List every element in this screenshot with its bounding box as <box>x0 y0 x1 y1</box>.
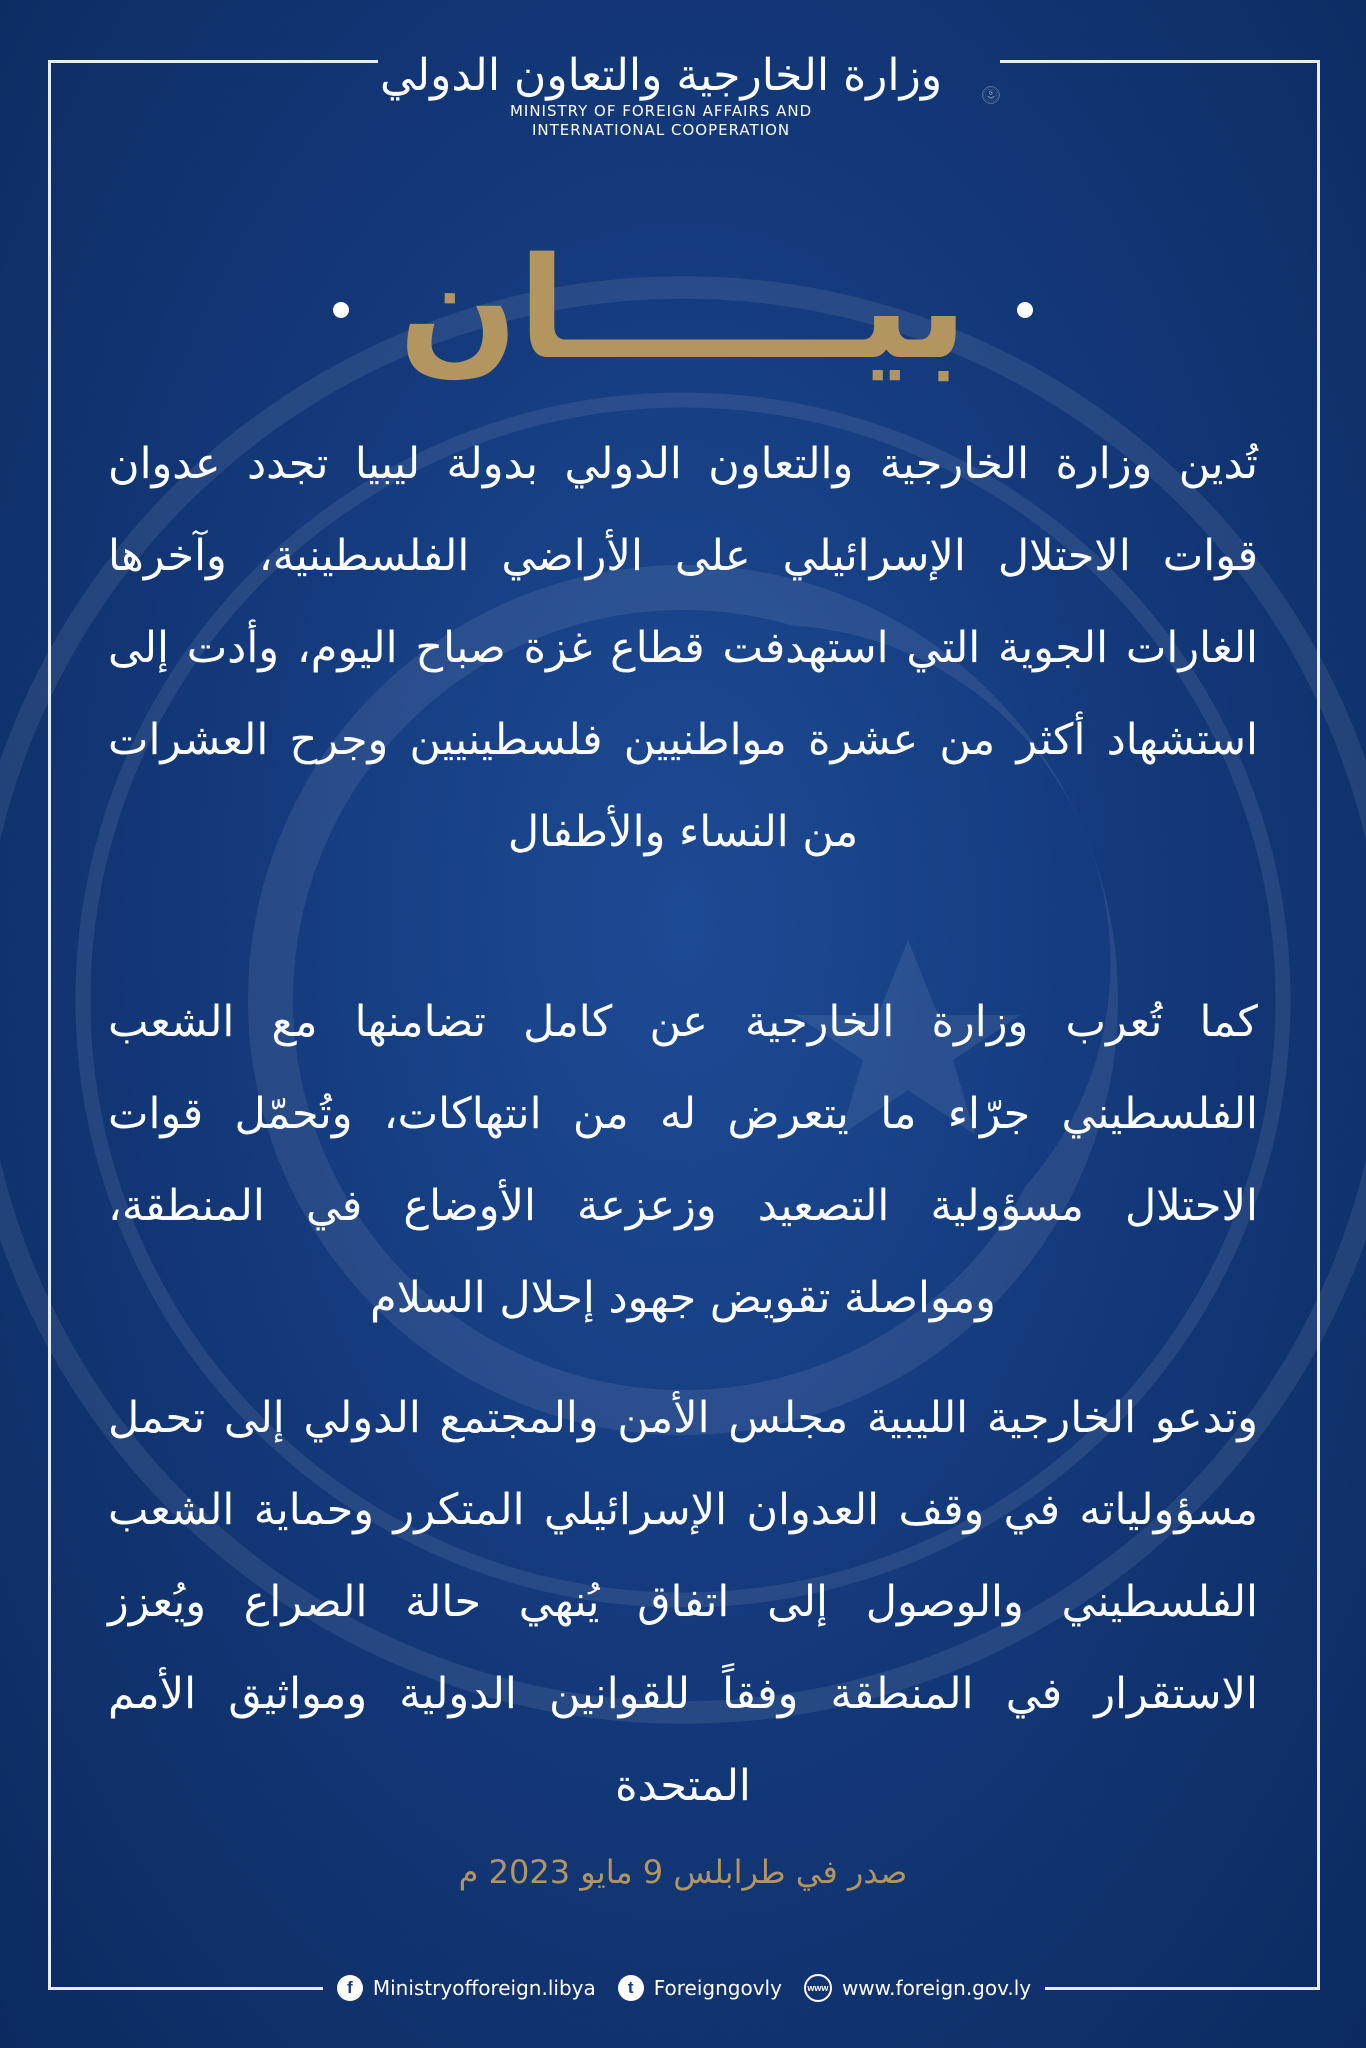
facebook-link[interactable] <box>337 1975 596 2001</box>
frame-top-right <box>1000 60 1320 63</box>
globe-icon: www <box>804 1974 832 2002</box>
state-of-libya-seal-icon <box>982 26 1000 164</box>
ministry-name-english-line1: MINISTRY OF FOREIGN AFFAIRS AND <box>509 102 813 120</box>
statement-paragraph-2: كما تُعرب وزارة الخارجية عن كامل تضامنها مع الشعب الفلسطيني جرّاء ما يتعرض له من انتهاكات، وتُحمّل قوات الاحتلال مسؤولية التصعيد وزعزعة الأوضاع في المنطقة، ومواصلة تقويض جهود إحلال السلام <box>108 997 1258 1323</box>
title-text: بيــــــان <box>398 228 968 391</box>
website-link[interactable] <box>804 1974 1031 2002</box>
twitter-icon: t <box>618 1975 644 2001</box>
facebook-handle: Ministryofforeign.libya <box>372 1976 596 2000</box>
frame-bottom-left <box>48 1987 323 1990</box>
footer-contacts <box>323 1960 1045 2016</box>
statement-paragraph-3: وتدعو الخارجية الليبية مجلس الأمن والمجتمع الدولي إلى تحمل مسؤولياته في وقف العدوان الإسرائيلي المتكرر وحماية الشعب الفلسطيني والوصول إلى اتفاق يُنهي حالة الصراع ويُعزز الاستقرار في المنطقة وفقاً للقوانين الدولية ومواثيق الأمم المتحدة <box>108 1393 1258 1811</box>
frame-bottom-right <box>1045 1987 1320 1990</box>
header <box>380 20 1000 170</box>
title-dot-left <box>333 302 349 318</box>
ministry-name-english-line2: INTERNATIONAL COOPERATION <box>531 121 791 139</box>
statement-paragraph-1: تُدين وزارة الخارجية والتعاون الدولي بدولة ليبيا تجدد عدوان قوات الاحتلال الإسرائيلي على الأراضي الفلسطينية، وآخرها الغارات الجوية التي استهدفت قطاع غزة صباح اليوم، وأدت إلى استشهاد أكثر من عشرة مواطنيين فلسطينيين وجرح العشرات من النساء والأطفال <box>108 439 1258 857</box>
website-url: www.foreign.gov.ly <box>841 1976 1032 2000</box>
issue-date: صدر في طرابلس 9 مايو 2023 م <box>458 1853 908 1891</box>
facebook-icon: f <box>337 1975 363 2001</box>
ministry-name-arabic: وزارة الخارجية والتعاون الدولي <box>380 50 943 101</box>
twitter-handle: Foreigngovly <box>653 1976 782 2000</box>
title-dot-right <box>1017 302 1033 318</box>
statement-title <box>0 228 1366 391</box>
twitter-link[interactable] <box>618 1975 782 2001</box>
frame-top-left <box>48 60 378 63</box>
ministry-name <box>380 50 942 140</box>
